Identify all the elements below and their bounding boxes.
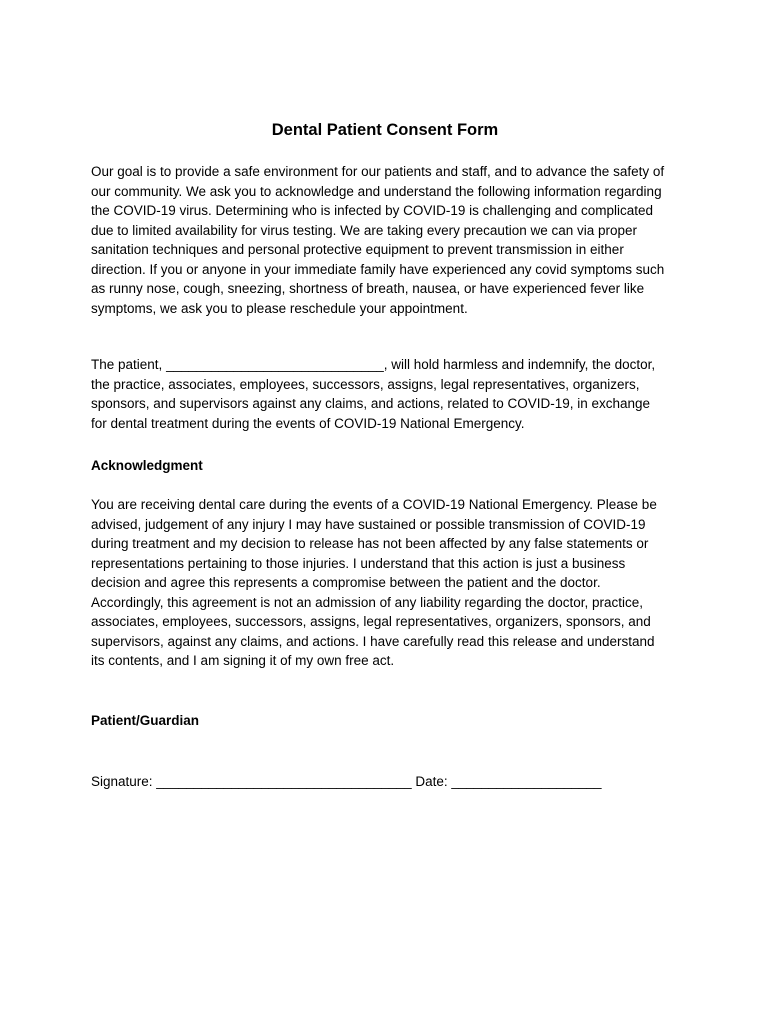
acknowledgment-line: during treatment and my decision to release has not been affected by any false statements or bbox=[91, 536, 649, 551]
release-line: sponsors, and supervisors against any claims, and actions, related to COVID-19, in exchange bbox=[91, 396, 651, 411]
intro-line: sanitation techniques and personal protective equipment to prevent transmission in either bbox=[91, 242, 624, 257]
intro-line: Our goal is to provide a safe environment for our patients and staff, and to advance the safety of bbox=[91, 164, 665, 179]
acknowledgment-line: representations pertaining to those injuries. I understand that this action is just a business bbox=[91, 555, 626, 571]
acknowledgment-line: advised, judgement of any injury I may have sustained or possible transmission of COVID-19 bbox=[91, 516, 646, 532]
release-line: for dental treatment during the events of COVID-19 National Emergency. bbox=[91, 415, 525, 431]
intro-line: symptoms, we ask you to please reschedule your appointment. bbox=[91, 300, 468, 316]
release-paragraph bbox=[91, 355, 691, 433]
patient-guardian-heading: Patient/Guardian bbox=[91, 713, 200, 728]
intro-paragraph bbox=[91, 162, 691, 318]
intro-line: as runny nose, cough, sneezing, shortness of breath, nausea, or have experienced fever like bbox=[91, 281, 645, 296]
release-prefix: The patient, bbox=[91, 357, 167, 372]
patient-name-blank[interactable]: _____________________________ bbox=[166, 357, 384, 372]
acknowledgment-heading: Acknowledgment bbox=[91, 458, 203, 473]
acknowledgment-paragraph bbox=[91, 495, 691, 671]
acknowledgment-line: supervisors, against any claims, and actions. I have carefully read this release and understand bbox=[91, 633, 655, 649]
signature-blank[interactable]: __________________________________ bbox=[156, 774, 412, 789]
acknowledgment-line: Accordingly, this agreement is not an admission of any liability regarding the doctor, practice, bbox=[91, 594, 644, 610]
date-label: Date: bbox=[411, 774, 452, 789]
release-line: the practice, associates, employees, successors, assigns, legal representatives, organizers, bbox=[91, 376, 640, 392]
date-blank[interactable]: ____________________ bbox=[451, 774, 602, 789]
signature-label: Signature: bbox=[91, 774, 157, 789]
acknowledgment-line: its contents, and I am signing it of my own free act. bbox=[91, 653, 395, 668]
release-first-line bbox=[91, 355, 691, 375]
intro-line: direction. If you or anyone in your immediate family have experienced any covid symptoms such bbox=[91, 261, 665, 277]
acknowledgment-line: associates, employees, successors, assigns, legal representatives, organizers, sponsors, and bbox=[91, 614, 651, 629]
intro-line: the COVID-19 virus. Determining who is infected by COVID-19 is challenging and complicated bbox=[91, 203, 654, 218]
release-suffix: , will hold harmless and indemnify, the doctor, bbox=[383, 357, 656, 372]
signature-row bbox=[91, 772, 691, 792]
document-title: Dental Patient Consent Form bbox=[271, 121, 499, 139]
intro-line: our community. We ask you to acknowledge and understand the following information regarding bbox=[91, 183, 662, 199]
acknowledgment-line: decision and agree this represents a compromise between the patient and the doctor. bbox=[91, 575, 601, 590]
acknowledgment-line: You are receiving dental care during the events of a COVID-19 National Emergency. Please be bbox=[91, 497, 657, 512]
intro-line: due to limited availability for virus testing. We are taking every precaution we can via proper bbox=[91, 222, 638, 238]
